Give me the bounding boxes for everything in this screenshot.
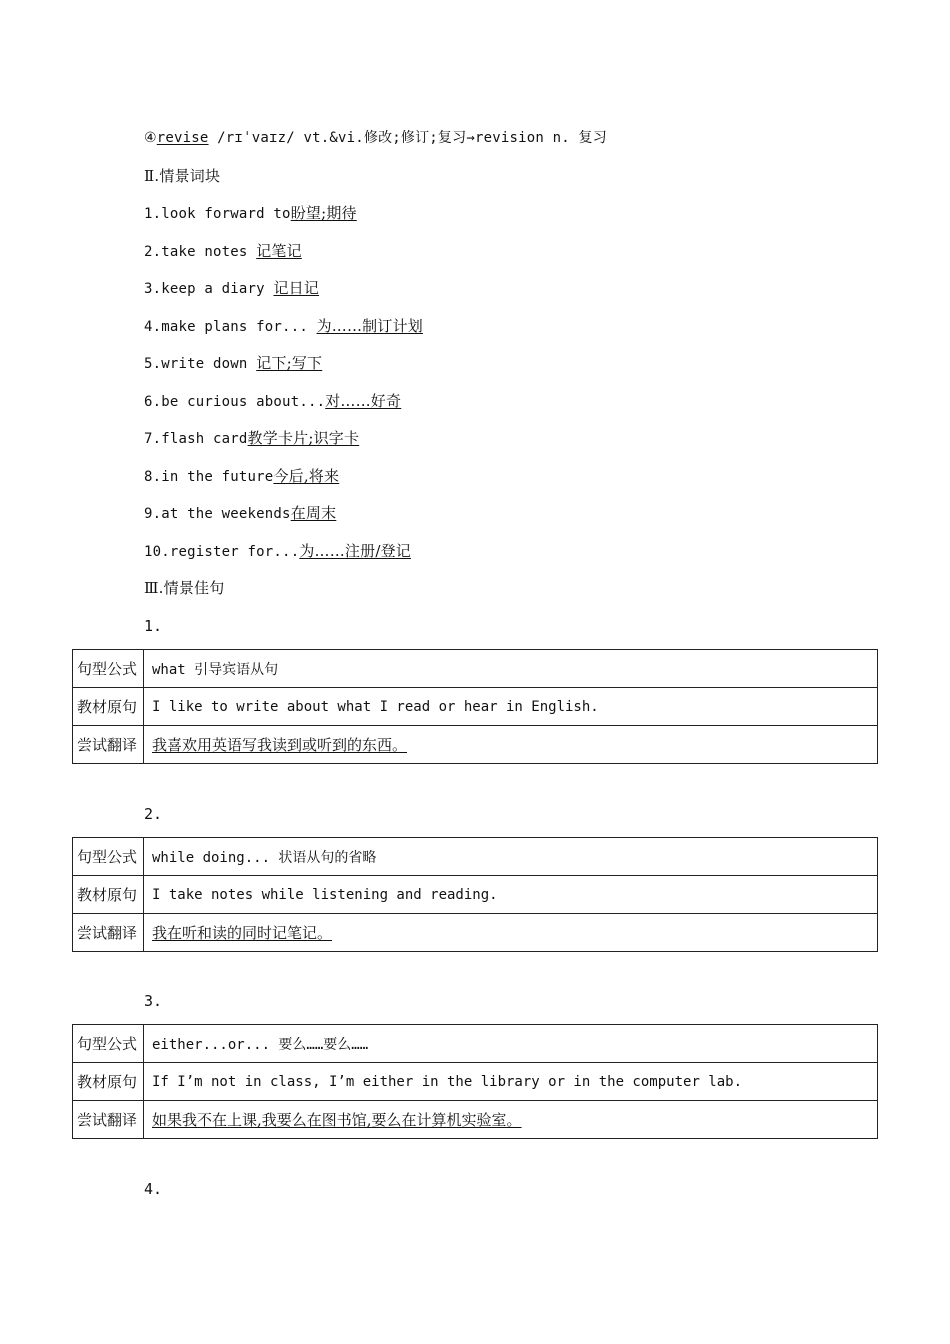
original-sentence: If I’m not in class, I’m either in the library or in the computer lab. bbox=[144, 1063, 878, 1101]
phrase-item bbox=[144, 428, 359, 449]
translate-label: 尝试翻译 bbox=[73, 914, 144, 952]
phrase-item bbox=[144, 203, 357, 224]
phrase-cn: 记下;写下 bbox=[256, 354, 323, 372]
translation: 我喜欢用英语写我读到或听到的东西。 bbox=[152, 736, 408, 754]
phrase-en: 10.register for... bbox=[144, 544, 300, 560]
pattern-label: 句型公式 bbox=[73, 650, 144, 688]
phrase-item bbox=[144, 503, 336, 524]
phrase-en: 4.make plans for... bbox=[144, 319, 317, 335]
original-label: 教材原句 bbox=[73, 876, 144, 914]
phrase-cn: 为……制订计划 bbox=[316, 317, 423, 335]
vocab-definition: /rɪˈvaɪz/ vt.&vi.修改;修订;复习→revision n. 复习 bbox=[208, 130, 607, 146]
phrase-en: 9.at the weekends bbox=[144, 506, 291, 522]
pattern-value: either...or... 要么……要么…… bbox=[144, 1025, 878, 1063]
section-title-sentences: Ⅲ.情景佳句 bbox=[144, 579, 225, 597]
phrase-cn: 对……好奇 bbox=[325, 392, 402, 410]
table-row bbox=[73, 838, 878, 876]
phrase-cn: 今后,将来 bbox=[273, 467, 340, 485]
sentence-number: 1. bbox=[144, 617, 163, 635]
sentence-table bbox=[72, 1024, 878, 1139]
vocab-entry bbox=[144, 128, 607, 148]
phrase-item bbox=[144, 541, 411, 562]
original-sentence: I take notes while listening and reading. bbox=[144, 876, 878, 914]
phrase-cn: 为……注册/登记 bbox=[299, 542, 411, 560]
phrase-item bbox=[144, 466, 339, 487]
table-row bbox=[73, 650, 878, 688]
table-row bbox=[73, 1101, 878, 1139]
pattern-value: what 引导宾语从句 bbox=[144, 650, 878, 688]
phrase-item bbox=[144, 278, 319, 299]
phrase-en: 2.take notes bbox=[144, 244, 248, 260]
phrase-en: 7.flash card bbox=[144, 431, 248, 447]
vocab-marker: ④ bbox=[144, 130, 157, 146]
phrase-en: 5.write down bbox=[144, 356, 257, 372]
original-label: 教材原句 bbox=[73, 688, 144, 726]
translation: 如果我不在上课,我要么在图书馆,要么在计算机实验室。 bbox=[152, 1111, 522, 1129]
translation: 我在听和读的同时记笔记。 bbox=[152, 924, 333, 942]
sentence-number: 3. bbox=[144, 992, 163, 1010]
phrase-item bbox=[144, 391, 401, 412]
section-title-phrases: Ⅱ.情景词块 bbox=[144, 167, 221, 185]
phrase-item bbox=[144, 241, 302, 262]
original-label: 教材原句 bbox=[73, 1063, 144, 1101]
table-row bbox=[73, 914, 878, 952]
phrase-en: 8.in the future bbox=[144, 469, 274, 485]
phrase-cn: 盼望;期待 bbox=[290, 204, 357, 222]
sentence-number: 4. bbox=[144, 1180, 163, 1198]
phrase-en: 1.look forward to bbox=[144, 206, 291, 222]
phrase-cn: 在周末 bbox=[290, 504, 337, 522]
sentence-number: 2. bbox=[144, 805, 163, 823]
table-row bbox=[73, 1025, 878, 1063]
phrase-item bbox=[144, 316, 423, 337]
table-row bbox=[73, 726, 878, 764]
table-row bbox=[73, 1063, 878, 1101]
vocab-word: revise bbox=[156, 130, 209, 146]
phrase-en: 3.keep a diary bbox=[144, 281, 274, 297]
table-row bbox=[73, 688, 878, 726]
pattern-value: while doing... 状语从句的省略 bbox=[144, 838, 878, 876]
translate-label: 尝试翻译 bbox=[73, 726, 144, 764]
pattern-label: 句型公式 bbox=[73, 1025, 144, 1063]
pattern-label: 句型公式 bbox=[73, 838, 144, 876]
phrase-cn: 记笔记 bbox=[256, 242, 302, 260]
sentence-table bbox=[72, 837, 878, 952]
phrase-cn: 记日记 bbox=[273, 279, 320, 297]
phrase-item bbox=[144, 353, 322, 374]
phrase-cn: 教学卡片;识字卡 bbox=[247, 429, 360, 447]
table-row bbox=[73, 876, 878, 914]
phrase-en: 6.be curious about... bbox=[144, 394, 326, 410]
translate-label: 尝试翻译 bbox=[73, 1101, 144, 1139]
original-sentence: I like to write about what I read or hear in English. bbox=[144, 688, 878, 726]
sentence-table bbox=[72, 649, 878, 764]
